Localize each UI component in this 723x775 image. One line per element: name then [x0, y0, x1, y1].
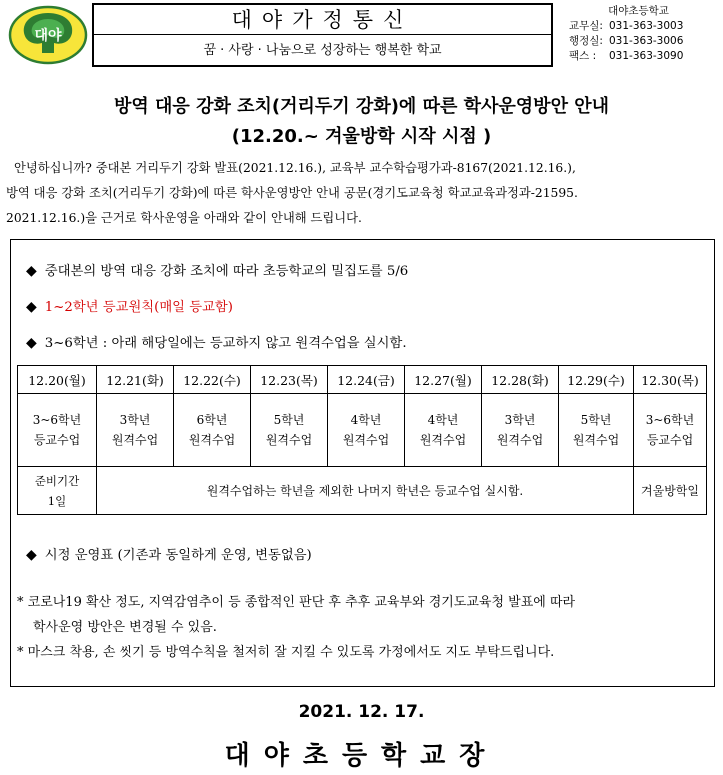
- bullet-grade-1-2: [26, 296, 233, 315]
- intro-line: 안녕하십니까? 중대본 거리두기 강화 발표(2021.12.16.), 교육부 교수학습평가과-8167(2021.12.16.),: [14, 161, 576, 175]
- note-line: 학사운영 방안은 변경될 수 있음.: [33, 620, 217, 635]
- contact-row: [557, 34, 720, 49]
- intro-line: 2021.12.16.)을 근거로 학사운영을 아래와 같이 안내해 드립니다.: [6, 211, 362, 225]
- activity-cell: [405, 394, 482, 467]
- contact-value: 031-363-3006: [609, 35, 684, 47]
- note-line: * 코로나19 확산 정도, 지역감염추이 등 종합적인 판단 후 추후 교육부와 경기도교육청 발표에 따라: [17, 595, 576, 610]
- bullet-text: 시정 운영표 (기존과 동일하게 운영, 변동없음): [44, 548, 312, 563]
- document-subtitle: (12.20.~ 겨울방학 시작 시점 ): [231, 126, 492, 147]
- middle-note-cell: 원격수업하는 학년을 제외한 나머지 학년은 등교수업 실시함.: [97, 467, 634, 515]
- contact-label: 팩스 :: [569, 50, 597, 62]
- activity-mode: 원격수업: [188, 433, 236, 447]
- newsletter-title: 대야가정통신: [94, 5, 551, 35]
- prep-days: 1일: [47, 493, 67, 508]
- note-row: [18, 467, 707, 515]
- activity-mode: 원격수업: [572, 433, 620, 447]
- date-cell: 12.23(목): [251, 366, 328, 394]
- activity-cell: [174, 394, 251, 467]
- activity-grade: 4학년: [350, 413, 382, 427]
- notes: [17, 590, 707, 665]
- activity-grade: 5학년: [273, 413, 305, 427]
- activity-mode: 원격수업: [111, 433, 159, 447]
- diamond-icon: ◆: [26, 335, 37, 351]
- intro-line: 방역 대응 강화 조치(거리두기 강화)에 따른 학사운영방안 안내 공문(경기도교육청 학교교육과정과-21595.: [6, 186, 578, 200]
- diamond-icon: ◆: [26, 299, 37, 315]
- bullet-text: 3~6학년 : 아래 해당일에는 등교하지 않고 원격수업을 실시함.: [44, 336, 407, 351]
- activity-row: [18, 394, 707, 467]
- activity-mode: 원격수업: [342, 433, 390, 447]
- date-row: [18, 366, 707, 394]
- date-cell: 12.27(월): [405, 366, 482, 394]
- principal-signature: 대야초등학교장: [224, 741, 499, 771]
- date-cell: 12.21(화): [97, 366, 174, 394]
- date-cell: 12.30(목): [634, 366, 707, 394]
- activity-grade: 3~6학년: [645, 413, 695, 427]
- activity-mode: 등교수업: [33, 433, 81, 447]
- logo-text: 대야: [34, 28, 62, 44]
- contact-row: [557, 19, 720, 34]
- activity-grade: 5학년: [580, 413, 612, 427]
- diamond-icon: ◆: [26, 263, 37, 279]
- activity-grade: 6학년: [196, 413, 228, 427]
- activity-cell: [97, 394, 174, 467]
- bullet-timetable: [26, 544, 312, 563]
- activity-grade: 3학년: [119, 413, 151, 427]
- intro-paragraph: [6, 156, 718, 231]
- schedule-table: [17, 365, 707, 515]
- prep-period-cell: [18, 467, 97, 515]
- activity-grade: 4학년: [427, 413, 459, 427]
- activity-cell: [482, 394, 559, 467]
- document-title: 방역 대응 강화 조치(거리두기 강화)에 따른 학사운영방안 안내: [113, 96, 610, 117]
- contact-row: [557, 49, 720, 64]
- header-box: [92, 3, 553, 67]
- date-cell: 12.28(화): [482, 366, 559, 394]
- contact-label: 교무실:: [569, 20, 603, 32]
- activity-grade: 3학년: [504, 413, 536, 427]
- date-cell: 12.24(금): [328, 366, 405, 394]
- contact-value: 031-363-3003: [609, 20, 684, 32]
- bullet-text: 중대본의 방역 대응 강화 조치에 따라 초등학교의 밀집도를 5/6: [44, 264, 409, 279]
- diamond-icon: ◆: [26, 547, 37, 563]
- prep-label: 준비기간: [34, 473, 80, 488]
- activity-cell: [559, 394, 634, 467]
- activity-cell: [251, 394, 328, 467]
- bullet-grade-3-6: [26, 332, 407, 351]
- date-cell: 12.29(수): [559, 366, 634, 394]
- school-logo: [8, 5, 88, 65]
- note-line: * 마스크 착용, 손 씻기 등 방역수칙을 철저히 잘 지킬 수 있도록 가정에서도 지도 부탁드립니다.: [17, 645, 555, 660]
- activity-cell: [634, 394, 707, 467]
- bullet-density: [26, 260, 408, 279]
- bullet-text: 1~2학년 등교원칙(매일 등교함): [44, 300, 233, 315]
- activity-grade: 3~6학년: [32, 413, 82, 427]
- activity-mode: 원격수업: [265, 433, 313, 447]
- school-motto: 꿈 · 사랑 · 나눔으로 성장하는 행복한 학교: [203, 43, 442, 58]
- activity-mode: 원격수업: [419, 433, 467, 447]
- vacation-cell: 겨울방학일: [634, 467, 707, 515]
- activity-mode: 등교수업: [646, 433, 694, 447]
- activity-cell: [328, 394, 405, 467]
- issue-date: 2021. 12. 17.: [298, 702, 425, 722]
- main-content-box: [10, 239, 715, 687]
- date-cell: 12.20(월): [18, 366, 97, 394]
- activity-cell: [18, 394, 97, 467]
- activity-mode: 원격수업: [496, 433, 544, 447]
- date-cell: 12.22(수): [174, 366, 251, 394]
- contact-value: 031-363-3090: [609, 50, 684, 62]
- school-contact-info: [557, 4, 720, 64]
- contact-label: 행정실:: [569, 35, 603, 47]
- school-name: 대야초등학교: [608, 5, 669, 17]
